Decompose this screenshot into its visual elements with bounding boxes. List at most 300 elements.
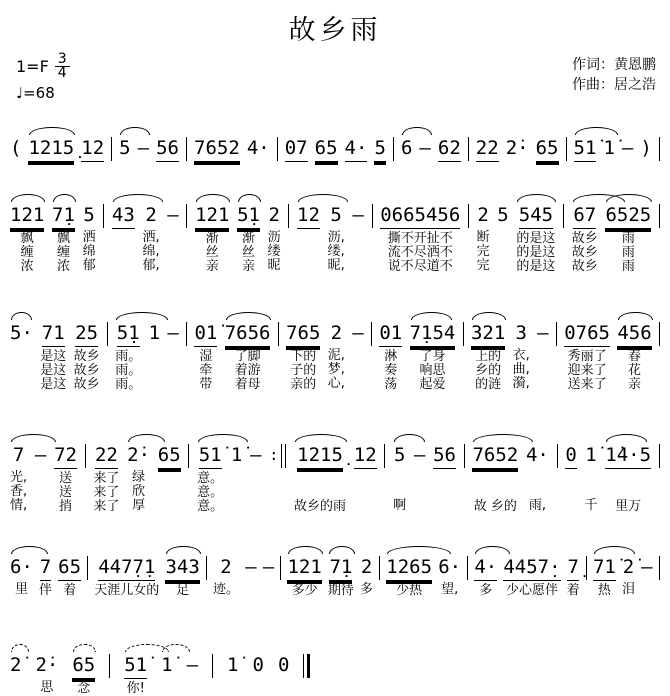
- barline: [659, 192, 660, 228]
- jianpu-notes: 1̇4·5: [605, 444, 651, 469]
- jianpu-notes: 2: [330, 322, 343, 344]
- jianpu-notes: 1̇: [161, 654, 173, 676]
- lyric-syllable: [187, 681, 198, 695]
- lyric-syllable: 故乡的雨: [294, 499, 347, 514]
- jianpu-notes: 7̣154: [410, 322, 456, 347]
- lyric-syllable: 望,: [441, 582, 459, 597]
- jianpu-notes: 72: [54, 444, 77, 469]
- note-group: [194, 310, 217, 392]
- lyric-syllable: 渐: [242, 231, 256, 246]
- slur-arc: [11, 312, 32, 320]
- note-group: [477, 192, 490, 273]
- lyric-syllable: [497, 259, 508, 273]
- lyric-syllable: 飘: [20, 231, 34, 246]
- barline: [103, 192, 104, 228]
- note-group: [127, 432, 150, 513]
- lyric-syllable: 雨,: [528, 498, 546, 513]
- note-group: [328, 192, 345, 273]
- lyric-stack: [35, 681, 58, 695]
- note-group: [345, 125, 368, 162]
- lyric-stack: [237, 232, 260, 274]
- note-group: [294, 432, 346, 514]
- lyric-syllable: 亲: [627, 377, 641, 392]
- music-system: [10, 544, 660, 598]
- jianpu-notes: 2: [360, 556, 373, 578]
- lyric-stack: [572, 232, 598, 274]
- music-system: [10, 642, 310, 696]
- note-group: [35, 642, 58, 695]
- lyric-syllable: 带: [199, 377, 213, 392]
- lyric-syllable: [167, 363, 178, 377]
- lyric-syllable: [352, 231, 363, 245]
- lyric-syllable: 雨。: [115, 349, 142, 364]
- time-signature: [55, 53, 70, 80]
- note-group: [138, 125, 149, 161]
- note-group: [237, 192, 260, 274]
- lyric-syllable: [294, 472, 346, 486]
- note-group: [328, 310, 345, 391]
- lyric-syllable: [245, 583, 256, 597]
- music-system: [10, 432, 660, 514]
- lyric-syllable: 上的: [475, 349, 502, 364]
- jianpu-notes: 56: [433, 444, 456, 469]
- lyric-syllable: [294, 486, 346, 500]
- lyric-stack: [124, 682, 147, 696]
- lyric-syllable: 啊: [393, 498, 407, 513]
- jianpu-notes: –: [621, 137, 634, 159]
- lyric-syllable: 里: [14, 582, 28, 597]
- note-group: [286, 310, 320, 392]
- lyric-syllable: 欣: [132, 484, 146, 499]
- jianpu-notes: 51̇: [199, 444, 222, 469]
- barline: [206, 544, 207, 580]
- jianpu-notes: 7̣: [567, 556, 578, 581]
- lyric-syllable: [605, 486, 651, 500]
- lyric-syllable: 秀丽了: [567, 349, 607, 364]
- barline: [280, 544, 281, 580]
- note-group: [165, 544, 199, 598]
- quarter-note-icon: ♩: [16, 84, 24, 102]
- note-group: [54, 432, 77, 514]
- lyric-stack: [503, 584, 560, 598]
- lyric-stack: [526, 471, 549, 513]
- jianpu-notes: –: [34, 444, 47, 466]
- jianpu-notes: –: [245, 556, 257, 578]
- music-system: [10, 310, 660, 392]
- lyric-stack: [410, 350, 456, 392]
- lyric-syllable: [35, 485, 46, 499]
- note-group: [197, 432, 223, 514]
- jianpu-notes: 5: [83, 204, 95, 226]
- barline: [85, 432, 86, 468]
- lyric-stack: [115, 350, 141, 392]
- lyric-syllable: 丝: [205, 245, 219, 260]
- jianpu-notes: 2̇·: [35, 654, 59, 676]
- jianpu-notes: –: [167, 322, 179, 344]
- lyric-syllable: 湿: [199, 349, 213, 364]
- music-score: [10, 125, 660, 696]
- jianpu-notes: 4·: [345, 137, 368, 162]
- note-group: [622, 125, 633, 161]
- lyric-syllable: 意。: [197, 471, 224, 486]
- lyric-stack: [286, 350, 320, 392]
- lyric-stack: [10, 681, 21, 695]
- jianpu-notes: 121: [287, 556, 321, 581]
- lyric-stack: [268, 231, 281, 273]
- barline: [288, 192, 289, 228]
- lyric-syllable: [354, 486, 377, 500]
- note-group: [213, 544, 239, 597]
- lyric-stack: [187, 681, 198, 695]
- note-group: [354, 432, 377, 514]
- lyric-syllable: [250, 471, 261, 485]
- lyric-stack: [537, 349, 548, 391]
- barline: [186, 310, 187, 346]
- lyric-syllable: 子的: [290, 363, 317, 378]
- jianpu-notes: –: [262, 556, 275, 578]
- lyric-stack: [605, 472, 651, 514]
- jianpu-notes: 321: [471, 322, 505, 347]
- note-group: [593, 544, 616, 598]
- lyric-stack: [287, 584, 321, 598]
- barline: [556, 310, 557, 346]
- jianpu-notes: 2: [145, 204, 157, 226]
- jianpu-notes: 5: [497, 204, 509, 226]
- jianpu-notes: 1215̣: [28, 137, 74, 162]
- slur-arc: [11, 434, 56, 442]
- lyric-syllable: 伴: [39, 583, 53, 598]
- note-group: [315, 125, 338, 162]
- note-group: [83, 192, 96, 273]
- lyric-syllable: 多: [360, 582, 374, 597]
- lyric-syllable: [167, 231, 178, 245]
- note-group: [10, 544, 33, 597]
- slur-arc: [29, 127, 75, 135]
- lyric-syllable: 多少: [291, 583, 318, 598]
- lyric-syllable: [250, 499, 261, 513]
- jianpu-notes: 7: [40, 556, 51, 581]
- note-group: [641, 544, 652, 597]
- note-group: [506, 125, 529, 161]
- note-group: [352, 192, 363, 273]
- jianpu-notes: 5·: [10, 322, 33, 344]
- jianpu-notes: 67: [573, 204, 596, 229]
- jianpu-notes: 2̇: [10, 654, 22, 676]
- lyric-stack: [112, 232, 135, 274]
- jianpu-notes: 71̇: [593, 556, 616, 581]
- lyric-syllable: [565, 500, 576, 514]
- lyric-syllable: [35, 471, 46, 485]
- barline: [468, 125, 469, 161]
- lyric-stack: [380, 232, 460, 274]
- lyric-syllable: [537, 377, 548, 391]
- lyric-syllable: 是这: [40, 363, 67, 378]
- jianpu-notes: 12: [297, 204, 320, 229]
- lyric-syllable: 绿: [132, 470, 146, 485]
- note-group: [10, 310, 33, 391]
- jianpu-notes: 2̇: [622, 556, 635, 578]
- slur-arc: [411, 312, 452, 320]
- lyric-syllable: 绵,: [142, 244, 160, 259]
- slur-arc: [606, 434, 647, 442]
- lyric-syllable: 少热: [396, 583, 423, 598]
- lyric-syllable: [414, 471, 425, 485]
- lyric-syllable: 漪,: [512, 376, 530, 391]
- barline: [468, 192, 469, 228]
- lyric-stack: [438, 583, 461, 597]
- note-group: [433, 432, 456, 514]
- lyric-stack: [567, 584, 580, 598]
- jianpu-notes: 51̇: [124, 654, 147, 679]
- lyric-syllable: 故乡: [73, 363, 100, 378]
- lyric-stack: [252, 681, 263, 695]
- lyric-stack: [360, 583, 373, 597]
- lyric-syllable: [433, 486, 456, 500]
- note-group: [245, 544, 256, 597]
- lyric-stack: [197, 472, 223, 514]
- lyric-syllable: 迎来了: [567, 363, 607, 378]
- lyric-syllable: 光,: [10, 470, 28, 485]
- note-group: [603, 125, 614, 161]
- note-group: [156, 125, 179, 162]
- lyric-stack: [194, 350, 217, 392]
- lyric-syllable: [585, 485, 598, 499]
- lyric-syllable: [161, 681, 172, 695]
- barline: [107, 310, 108, 346]
- lyric-syllable: [414, 485, 425, 499]
- note-group: [297, 192, 320, 274]
- slur-arc: [472, 312, 506, 320]
- barline: [269, 432, 286, 468]
- lyric-syllable: 缕: [267, 244, 281, 259]
- barline: [109, 642, 110, 678]
- note-group: [10, 642, 21, 695]
- jianpu-notes: –: [641, 556, 653, 578]
- lyric-stack: [297, 232, 320, 274]
- note-group: [605, 192, 651, 274]
- lyric-syllable: [433, 472, 456, 486]
- lyric-stack: [477, 231, 490, 273]
- lyric-stack: [605, 232, 651, 274]
- lyric-stack: [354, 472, 377, 514]
- jianpu-notes: 1̇: [603, 137, 615, 159]
- note-group: [605, 432, 651, 514]
- note-group: [476, 125, 499, 162]
- lyric-syllable: [250, 485, 261, 499]
- barline: [186, 192, 187, 228]
- lyric-syllable: 足: [176, 583, 190, 598]
- jianpu-notes: –: [352, 322, 364, 344]
- note-group: [414, 432, 425, 513]
- note-group: [10, 125, 21, 161]
- lyric-stack: [52, 232, 75, 274]
- note-group: [471, 310, 505, 392]
- note-group: [119, 125, 130, 161]
- lyric-stack: [39, 584, 52, 598]
- note-group: [360, 544, 373, 597]
- note-group: [225, 310, 271, 392]
- lyric-syllable: 雨。: [115, 377, 142, 392]
- lyric-syllable: [354, 472, 377, 486]
- note-group: [250, 432, 261, 513]
- jianpu-notes: –: [186, 654, 199, 676]
- lyric-syllable: 缠: [56, 245, 70, 260]
- slur-arc: [288, 546, 322, 554]
- lyric-stack: [83, 231, 96, 273]
- barline: [467, 544, 468, 580]
- note-group: [115, 310, 141, 392]
- lyric-stack: [40, 350, 66, 392]
- note-group: [474, 544, 497, 598]
- note-group: [112, 192, 135, 274]
- lyric-syllable: 完: [476, 244, 490, 259]
- lyric-syllable: [565, 472, 576, 486]
- lyric-syllable: 梦,: [327, 362, 345, 377]
- note-group: [328, 544, 354, 598]
- lyric-syllable: [167, 349, 178, 363]
- lyric-syllable: 故乡: [571, 259, 598, 274]
- lyric-stack: [472, 472, 518, 514]
- lyric-syllable: [149, 377, 160, 391]
- lyric-stack: [622, 583, 635, 597]
- jianpu-notes: 65: [72, 654, 95, 679]
- note-group: [352, 310, 363, 391]
- slur-arc: [11, 194, 45, 202]
- lyric-syllable: 意。: [197, 485, 224, 500]
- note-group: [285, 125, 308, 162]
- lyric-syllable: [352, 245, 363, 259]
- lyric-syllable: [158, 472, 181, 486]
- lyric-stack: [641, 583, 652, 597]
- barline: [379, 544, 380, 580]
- jianpu-notes: 1265: [386, 556, 432, 581]
- barline: [303, 642, 310, 678]
- lyric-stack: [474, 584, 497, 598]
- lyric-syllable: [393, 471, 406, 485]
- note-group: [497, 192, 508, 273]
- barline: [111, 125, 112, 161]
- lyric-syllable: 来了: [93, 471, 120, 486]
- lyric-syllable: 多: [479, 583, 493, 598]
- jianpu-notes: 71: [42, 322, 65, 347]
- lyricist-credit: 作词：黄恩鹏: [572, 57, 656, 73]
- lyric-syllable: 昵: [267, 258, 281, 273]
- jianpu-notes: 121: [195, 204, 229, 229]
- lyric-syllable: 浓: [20, 259, 34, 274]
- slur-arc: [295, 434, 347, 442]
- slur-arc: [606, 194, 652, 202]
- jianpu-notes: 65: [58, 556, 81, 581]
- lyric-syllable: 亲: [242, 259, 256, 274]
- lyric-syllable: 沥,: [327, 230, 345, 245]
- note-group: [263, 544, 274, 597]
- jianpu-notes: 51̇: [574, 137, 597, 162]
- jianpu-notes: 0: [252, 654, 264, 676]
- lyric-syllable: 泪: [621, 582, 635, 597]
- lyric-syllable: [497, 245, 508, 259]
- lyric-syllable: [297, 260, 320, 274]
- note-group: [572, 192, 598, 274]
- lyric-syllable: 情,: [10, 498, 28, 513]
- jianpu-notes: –: [352, 204, 364, 226]
- lyric-stack: [165, 584, 199, 598]
- lyric-syllable: 缠: [20, 245, 34, 260]
- note-group: [252, 642, 263, 695]
- jianpu-notes: 0: [565, 444, 576, 469]
- lyric-syllable: 故乡: [73, 377, 100, 392]
- jianpu-notes: 6525: [605, 204, 651, 229]
- lyric-syllable: [112, 246, 135, 260]
- note-group: [374, 125, 385, 162]
- jianpu-notes: 5̣1: [237, 204, 260, 229]
- lyric-syllable: 来了: [93, 485, 120, 500]
- note-group: [472, 432, 518, 514]
- lyric-syllable: 下的: [290, 349, 317, 364]
- lyric-syllable: [10, 363, 33, 377]
- lyric-stack: [352, 231, 363, 273]
- jianpu-notes: –: [537, 322, 549, 344]
- jianpu-notes: 5: [393, 444, 406, 466]
- lyric-syllable: [526, 485, 549, 499]
- lyric-syllable: [433, 500, 456, 514]
- lyric-syllable: [167, 259, 178, 273]
- note-group: [287, 544, 321, 598]
- lyric-stack: [386, 584, 432, 598]
- lyric-stack: [142, 231, 159, 273]
- jianpu-notes: –: [137, 137, 150, 159]
- lyric-stack: [167, 349, 178, 391]
- lyric-syllable: [278, 681, 289, 695]
- note-group: [401, 125, 412, 161]
- lyric-syllable: 少心愿伴: [505, 583, 558, 598]
- lyric-syllable: 春: [627, 349, 641, 364]
- lyric-stack: [565, 472, 576, 514]
- lyric-syllable: [497, 231, 508, 245]
- note-group: [247, 125, 270, 161]
- jianpu-notes: 7652: [472, 444, 518, 469]
- lyric-syllable: 厚: [132, 498, 146, 513]
- lyric-syllable: 断: [476, 230, 490, 245]
- lyric-syllable: [10, 681, 21, 695]
- lyric-syllable: 故乡: [571, 231, 598, 246]
- lyric-syllable: 衣,: [512, 348, 530, 363]
- note-group: [564, 310, 610, 392]
- note-group: [167, 192, 178, 273]
- jianpu-notes: 4·: [474, 556, 497, 581]
- music-system: [10, 192, 660, 274]
- jianpu-notes: –: [167, 204, 179, 226]
- jianpu-notes: 343: [165, 556, 199, 581]
- repeat-dots: :: [269, 446, 279, 464]
- jianpu-notes: 65: [158, 444, 181, 469]
- lyric-syllable: 着游: [234, 363, 261, 378]
- lyric-syllable: 洒: [82, 230, 96, 245]
- jianpu-notes: 01̇: [194, 322, 217, 347]
- barline: [566, 125, 567, 161]
- slur-arc: [53, 194, 76, 202]
- jianpu-notes: 447̣7̣1: [98, 556, 155, 581]
- lyric-stack: [393, 471, 406, 513]
- lyric-stack: [278, 681, 289, 695]
- lyric-stack: [513, 349, 530, 391]
- lyric-syllable: 荡: [384, 377, 398, 392]
- lyric-stack: [471, 350, 505, 392]
- lyric-syllable: 心,: [327, 376, 345, 391]
- lyric-syllable: 雨。: [115, 363, 142, 378]
- jianpu-notes: 25: [75, 322, 98, 347]
- note-group: [93, 432, 119, 514]
- lyric-syllable: 思: [40, 680, 54, 695]
